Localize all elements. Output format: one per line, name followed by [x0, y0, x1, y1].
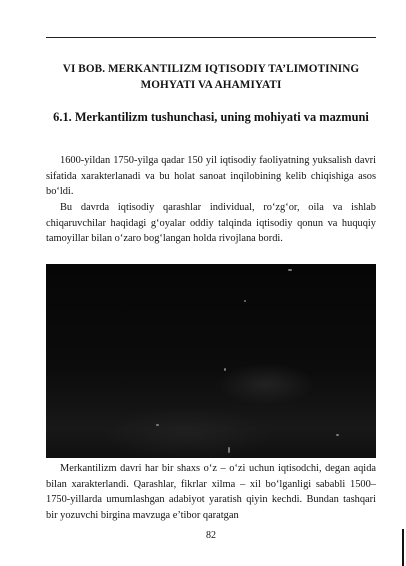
body-paragraph-2: Bu davrda iqtisodiy qarashlar individual, ro‘zg‘or, oila va ishlab chiqaruvchilar haqidagi g‘oyalar oddiy talqinda iqtisodiy qonun va huquqiy tamoyillar bilan o‘zaro bog‘langan holda rivojlana bordi.	[46, 202, 376, 245]
header-rule	[46, 37, 376, 38]
section-title: 6.1. Merkantilizm tushunchasi, uning mohiyati va mazmuni	[53, 110, 369, 124]
chapter-title: VI BOB. MERKANTILIZM IQTISODIY TA’LIMOTINING MOHYATI VA AHAMIYATI	[62, 63, 360, 91]
dark-photo-figure	[46, 264, 376, 458]
body-paragraph-3: Merkantilizm davri har bir shaxs o‘z – o‘zi uchun iqtisodchi, degan aqida bilan xarakterlandi. Qarashlar, fikrlar xilma – xil bo‘lganligi sababli 1500–1750-yillarda umumlashgan adabiyot yaratish qiyin kechdi. Bundan tashqari bir yozuvchi birgina mavzuga e’tibor qaratgan	[46, 463, 376, 521]
body-paragraph-1: 1600-yildan 1750-yilga qadar 150 yil iqtisodiy faoliyatning yuksalish davri sifatida xarakterlanadi va bu holat sanoat inqilobining kelib chiqishiga asos bo‘ldi.	[46, 155, 376, 198]
scan-edge-mark	[402, 529, 404, 566]
page-number: 82	[206, 530, 216, 541]
